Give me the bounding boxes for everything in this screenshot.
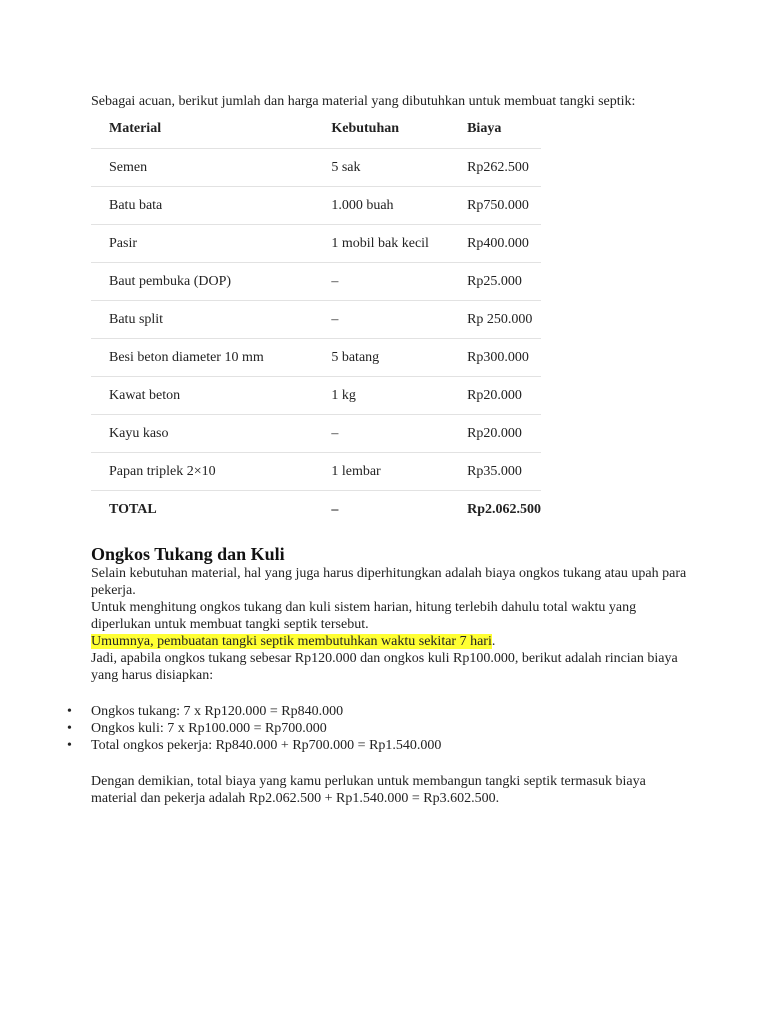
table-header-row (91, 112, 541, 149)
cell-cost: Rp 250.000 (449, 301, 541, 339)
table-row (91, 377, 541, 415)
cell-material: Baut pembuka (DOP) (91, 263, 313, 301)
cell-need: 5 batang (313, 339, 449, 377)
total-label: TOTAL (109, 502, 157, 517)
cell-material: Kawat beton (91, 377, 313, 415)
highlight-paragraph (91, 633, 691, 650)
paragraph: Jadi, apabila ongkos tukang sebesar Rp120.000 dan ongkos kuli Rp100.000, berikut adalah rincian biaya yang harus disiapkan: (91, 651, 678, 683)
cell-material: Besi beton diameter 10 mm (91, 339, 313, 377)
cell-material: Kayu kaso (91, 415, 313, 453)
table-total-row (91, 491, 541, 529)
total-cost: Rp2.062.500 (467, 502, 541, 517)
header-cost: Biaya (449, 112, 541, 149)
table-row (91, 187, 541, 225)
table-row (91, 415, 541, 453)
table-row (91, 149, 541, 187)
paragraph: Untuk menghitung ongkos tukang dan kuli sistem harian, hitung terlebih dahulu total waktu yang diperlukan untuk membuat tangki septik tersebut. (91, 600, 637, 632)
cell-cost: Rp750.000 (449, 187, 541, 225)
cell-need: – (313, 301, 449, 339)
list-item: • Ongkos tukang: 7 x Rp120.000 = Rp840.000 (91, 703, 441, 720)
table-row (91, 225, 541, 263)
paragraph: Selain kebutuhan material, hal yang juga harus diperhitungkan adalah biaya ongkos tukang atau upah para pekerja. (91, 566, 687, 598)
cell-need: 1.000 buah (313, 187, 449, 225)
intro-text: Sebagai acuan, berikut jumlah dan harga material yang dibutuhkan untuk membuat tangki septik: (91, 94, 636, 109)
cell-cost: Rp25.000 (449, 263, 541, 301)
total-need: – (331, 502, 339, 517)
table-row (91, 453, 541, 491)
cell-material: Batu bata (91, 187, 313, 225)
list-item: • Ongkos kuli: 7 x Rp100.000 = Rp700.000 (91, 720, 441, 737)
cost-list (91, 703, 441, 754)
conclusion-text: Dengan demikian, total biaya yang kamu perlukan untuk membangun tangki septik termasuk biaya material dan pekerja adalah Rp2.062.500 + Rp1.540.000 = Rp3.602.500. (91, 774, 646, 806)
table-row (91, 301, 541, 339)
cell-need: – (313, 415, 449, 453)
cell-need: 1 lembar (313, 453, 449, 491)
materials-table (91, 112, 541, 528)
header-need: Kebutuhan (313, 112, 449, 149)
cell-cost: Rp262.500 (449, 149, 541, 187)
cell-need: 1 kg (313, 377, 449, 415)
cell-cost: Rp35.000 (449, 453, 541, 491)
cell-material: Pasir (91, 225, 313, 263)
list-item: • Total ongkos pekerja: Rp840.000 + Rp700.000 = Rp1.540.000 (91, 737, 441, 754)
cell-need: 1 mobil bak kecil (313, 225, 449, 263)
labor-cost-section (91, 543, 691, 684)
header-material: Material (91, 112, 313, 149)
cell-material: Semen (91, 149, 313, 187)
cell-material: Papan triplek 2×10 (91, 453, 313, 491)
table-row (91, 339, 541, 377)
cell-material: Batu split (91, 301, 313, 339)
cell-cost: Rp20.000 (449, 415, 541, 453)
cell-cost: Rp400.000 (449, 225, 541, 263)
cell-cost: Rp300.000 (449, 339, 541, 377)
cell-cost: Rp20.000 (449, 377, 541, 415)
section-heading: Ongkos Tukang dan Kuli (91, 544, 285, 564)
cell-need: – (313, 263, 449, 301)
table-row (91, 263, 541, 301)
highlighted-text: Umumnya, pembuatan tangki septik membutuhkan waktu sekitar 7 hari (91, 634, 492, 649)
cell-need: 5 sak (313, 149, 449, 187)
highlight-trailing: . (491, 634, 496, 649)
